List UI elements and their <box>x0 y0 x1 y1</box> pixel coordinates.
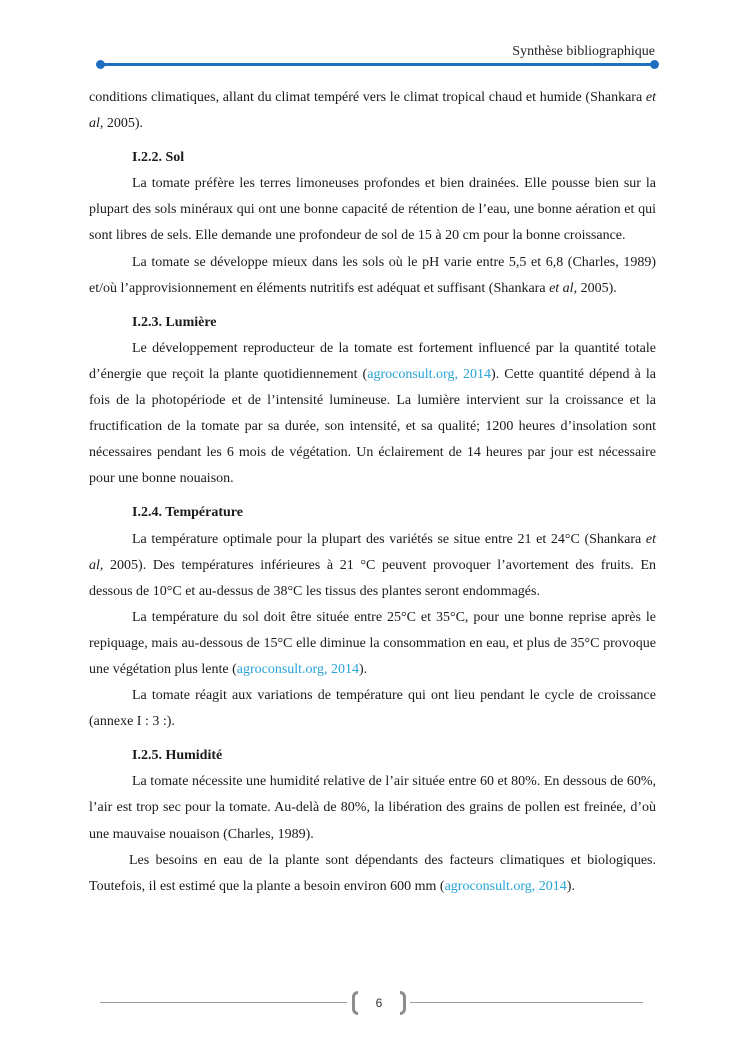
paragraph-sol-2: La tomate se développe mieux dans les sols où le pH varie entre 5,5 et 6,8 (Charles, 1989) et/où l’approvisionnement en éléments nutritifs est adéquat et suffisant (Shankara et al, 2005). <box>89 254 656 296</box>
paragraph-sol-1: La tomate préfère les terres limoneuses profondes et bien drainées. Elle pousse bien sur la plupart des sols minéraux qui ont une bonne capacité de rétention de l’eau, une bonne aération et qui sont libres de sels. Elle demande une profondeur de sol de 15 à 20 cm pour la bonne croissance. <box>89 176 656 244</box>
paragraph-temperature-1: La température optimale pour la plupart des variétés se situe entre 21 et 24°C (Shankara et al, 2005). Des températures inférieures à 21 °C peuvent provoquer l’avortement des fruits. En dessous de 10°C et au-dessus de 38°C les tissus des plantes seront endommagés. <box>89 531 656 599</box>
header-rule-dot-left <box>96 60 105 69</box>
paragraph-humidite-2: Les besoins en eau de la plante sont dépendants des facteurs climatiques et biologiques. Toutefois, il est estimé que la plante a besoin environ 600 mm (agroconsult.org, 2014). <box>89 852 656 894</box>
paragraph-lumiere: Le développement reproducteur de la tomate est fortement influencé par la quantité totale d’énergie que reçoit la plante quotidiennement (agroconsult.org, 2014). Cette quantité dépend à la fois de la photopériode et de l’intensité lumineuse. La lumière intervient sur la croissance et la fructification de la tomate par sa durée, son intensité, et sa qualité; 1200 heures d’insolation sont nécessaires pendant les 6 mois de végétation. Un éclairement de 14 heures par jour est nécessaire pour une bonne nouaison. <box>89 340 656 487</box>
citation-link[interactable]: agroconsult.org, 2014 <box>444 878 567 894</box>
paragraph-intro: conditions climatiques, allant du climat tempéré vers le climat tropical chaud et humide (Shankara et al, 2005). <box>89 90 656 132</box>
header-rule <box>100 63 655 66</box>
citation-link[interactable]: agroconsult.org, 2014 <box>367 366 492 382</box>
heading-temperature: I.2.4. Température <box>132 505 243 521</box>
paragraph-temperature-3: La tomate réagit aux variations de température qui ont lieu pendant le cycle de croissance (annexe I : 3 :). <box>89 688 656 730</box>
footer-rule-left <box>100 1002 347 1003</box>
paragraph-humidite-1: La tomate nécessite une humidité relative de l’air située entre 60 et 80%. En dessous de 60%, l’air est trop sec pour la tomate. Au-delà de 80%, la libération des grains de pollen est freinée, d’où une mauvaise nouaison (Charles, 1989). <box>89 774 656 842</box>
heading-lumiere: I.2.3. Lumière <box>132 314 217 330</box>
header-title: Synthèse bibliographique <box>512 44 655 59</box>
page-number: 6 <box>375 996 383 1010</box>
document-body <box>89 85 656 900</box>
footer-rule-right <box>410 1002 643 1003</box>
header-rule-dot-right <box>650 60 659 69</box>
citation-link[interactable]: agroconsult.org, 2014 <box>236 661 359 677</box>
paragraph-temperature-2: La température du sol doit être située entre 25°C et 35°C, pour une bonne reprise après le repiquage, mais au-dessous de 15°C elle diminue la consommation en eau, et plus de 35°C provoque une végétation plus lente (agroconsult.org, 2014). <box>89 609 656 677</box>
page-number-bracket-right <box>400 991 406 1015</box>
heading-humidite: I.2.5. Humidité <box>132 748 223 764</box>
page-number-bracket-left <box>352 991 358 1015</box>
heading-sol: I.2.2. Sol <box>132 150 185 166</box>
